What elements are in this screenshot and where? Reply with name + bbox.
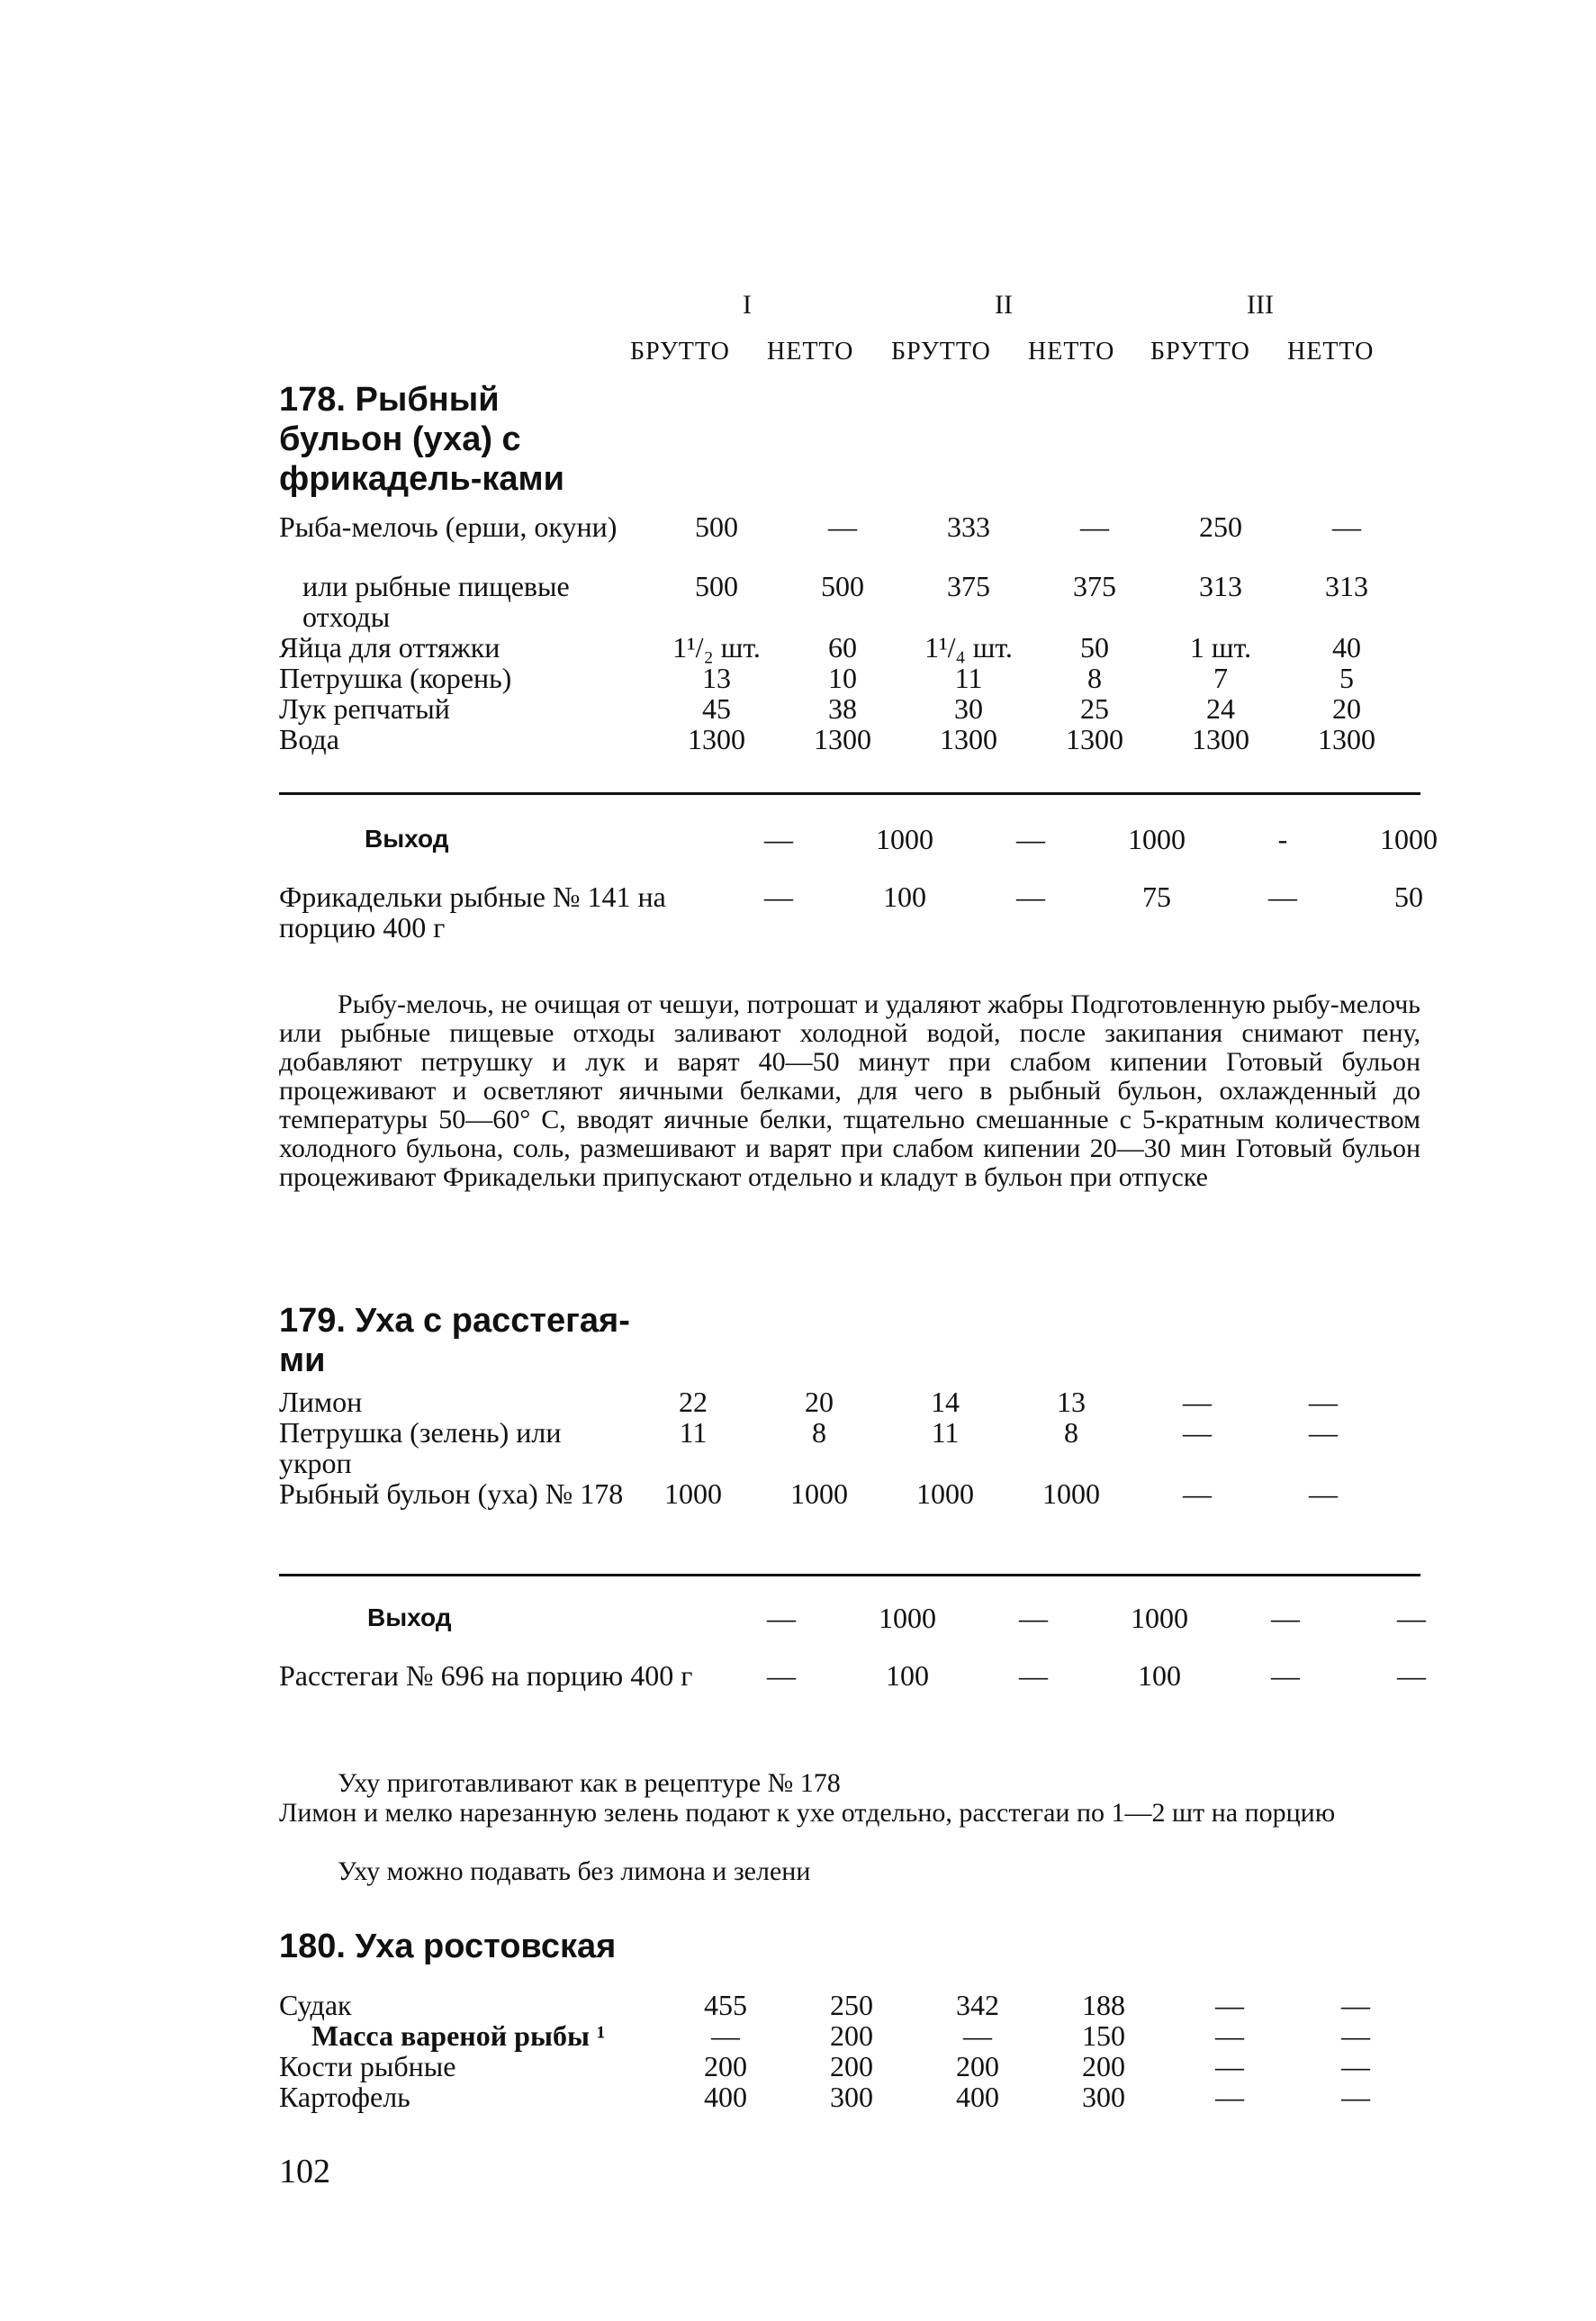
cell: 375 xyxy=(947,570,990,602)
cell: — xyxy=(1341,1989,1370,2021)
cell: — xyxy=(963,2019,992,2052)
table-row xyxy=(279,571,1410,632)
ingredient-name: Фрикадельки рыбные № 141 на порцию 400 г xyxy=(279,881,666,944)
ingredient-name: Петрушка (корень) xyxy=(279,662,512,694)
cell: — xyxy=(1309,1477,1338,1510)
cell: 8 xyxy=(1087,662,1102,694)
recipe-178-title: 178. Рыбный бульон (уха) с фрикадель-ками xyxy=(279,381,565,498)
cell: 200 xyxy=(704,2050,747,2082)
cell: — xyxy=(1019,1659,1048,1692)
recipe-178-ingredients xyxy=(279,511,1410,754)
cell: 188 xyxy=(1082,1989,1125,2021)
cell: 7 xyxy=(1213,662,1228,694)
cell: — xyxy=(1271,1659,1300,1692)
cell: 1300 xyxy=(940,723,997,755)
cell: — xyxy=(1271,1602,1300,1634)
cell: — xyxy=(1080,510,1109,543)
cell: — xyxy=(1016,881,1045,913)
cell: 375 xyxy=(1073,570,1116,602)
col-brutto-2: БРУТТО xyxy=(891,338,991,366)
cell: — xyxy=(1183,1386,1212,1418)
table-row xyxy=(279,1478,1386,1538)
table-row xyxy=(279,2082,1419,2112)
recipe-179-title: 179. Уха с расстегая-ми xyxy=(279,1302,630,1379)
ingredient-name: Картофель xyxy=(279,2081,410,2113)
cell: — xyxy=(764,823,793,855)
cell: 250 xyxy=(1199,510,1242,543)
table-row xyxy=(279,663,1410,693)
ingredient-name: Лук репчатый xyxy=(279,692,450,725)
cell: — xyxy=(1215,2081,1244,2113)
ingredient-name: Рыба-мелочь (ерши, окуни) xyxy=(279,510,618,543)
table-row xyxy=(279,881,1472,944)
cell: 25 xyxy=(1080,692,1109,725)
cell: 5 xyxy=(1339,662,1354,694)
ingredient-name: Вода xyxy=(279,723,339,755)
col-netto-3: НЕТТО xyxy=(1287,338,1375,366)
cell: — xyxy=(1341,2050,1370,2082)
cell: 1000 xyxy=(790,1477,848,1510)
recipe-180-ingredients xyxy=(279,1990,1419,2112)
cell: 313 xyxy=(1325,570,1368,602)
cell: — xyxy=(1332,510,1361,543)
ingredient-name: Судак xyxy=(279,1989,352,2021)
cell: 400 xyxy=(956,2081,999,2113)
col-group-2: II xyxy=(995,290,1013,320)
cell: 200 xyxy=(956,2050,999,2082)
cell: 20 xyxy=(1332,692,1361,725)
cell: 20 xyxy=(805,1386,834,1418)
cell: 1000 xyxy=(879,1602,936,1634)
cell: — xyxy=(1016,823,1045,855)
cell: 250 xyxy=(830,1989,873,2021)
cell: — xyxy=(1215,2050,1244,2082)
cell: 200 xyxy=(830,2050,873,2082)
col-netto-1: НЕТТО xyxy=(767,338,854,366)
cell: 313 xyxy=(1199,570,1242,602)
ingredient-name: Расстегаи № 696 на порцию 400 г xyxy=(279,1659,693,1692)
cell: — xyxy=(1341,2081,1370,2113)
cell: — xyxy=(1309,1386,1338,1418)
cell: — xyxy=(764,881,793,913)
cell: — xyxy=(1019,1602,1048,1634)
cell: 38 xyxy=(828,692,857,725)
cell: 40 xyxy=(1332,631,1361,664)
cell: 1000 xyxy=(1042,1477,1100,1510)
table-row xyxy=(279,1990,1419,2020)
cell: 1¹/₄ шт. xyxy=(924,631,1013,664)
cell: — xyxy=(1397,1659,1426,1692)
cell: 1000 xyxy=(876,823,933,855)
ingredient-name: Лимон xyxy=(279,1386,363,1418)
cell: 1300 xyxy=(814,723,871,755)
cell: — xyxy=(767,1659,796,1692)
cell: 150 xyxy=(1082,2019,1125,2052)
cell: 1¹/₂ шт. xyxy=(672,631,761,664)
cell: 14 xyxy=(931,1386,960,1418)
cell: — xyxy=(1183,1416,1212,1449)
cell: 50 xyxy=(1080,631,1109,664)
cell: 8 xyxy=(1064,1416,1078,1449)
recipe-179-note-3: Уху можно подавать без лимона и зелени xyxy=(338,1856,811,1886)
cell: 400 xyxy=(704,2081,747,2113)
col-group-1: I xyxy=(743,290,752,320)
cell: 500 xyxy=(695,570,738,602)
cell: 1000 xyxy=(1131,1602,1188,1634)
cell: 10 xyxy=(828,662,857,694)
cell: 342 xyxy=(956,1989,999,2021)
cell: — xyxy=(1215,2019,1244,2052)
output-row xyxy=(279,824,1472,881)
table-row xyxy=(279,1386,1386,1417)
cell: 1300 xyxy=(1192,723,1249,755)
cell: 100 xyxy=(883,881,926,913)
ingredient-name: Яйца для оттяжки xyxy=(279,631,500,664)
col-group-3: III xyxy=(1247,290,1274,320)
cell: 1 шт. xyxy=(1189,631,1252,664)
table-row xyxy=(279,2051,1419,2082)
table-row xyxy=(279,693,1410,724)
recipe-179-note-2: Лимон и мелко нарезанную зелень подают к ухе отдельно, расстегаи по 1—2 шт на порцию xyxy=(279,1798,1336,1828)
cell: 1300 xyxy=(1318,723,1375,755)
cell: — xyxy=(1268,881,1297,913)
cell: 200 xyxy=(830,2019,873,2052)
cell: — xyxy=(1397,1602,1426,1634)
cell: 45 xyxy=(702,692,731,725)
cell: 1300 xyxy=(1066,723,1123,755)
cell: 1000 xyxy=(1128,823,1186,855)
ingredient-name: Масса вареной рыбы ¹ xyxy=(311,2019,606,2052)
cell: 30 xyxy=(954,692,983,725)
divider xyxy=(279,792,1420,795)
cell: 11 xyxy=(931,1416,960,1449)
table-row xyxy=(279,1417,1386,1478)
cell: 1000 xyxy=(664,1477,722,1510)
cell: 75 xyxy=(1142,881,1171,913)
cell: 500 xyxy=(821,570,864,602)
output-label: Выход xyxy=(365,825,449,853)
cell: — xyxy=(1215,1989,1244,2021)
ingredient-name: Петрушка (зелень) или укроп xyxy=(279,1416,562,1479)
col-brutto-3: БРУТТО xyxy=(1150,338,1250,366)
cell: 11 xyxy=(679,1416,708,1449)
table-row xyxy=(279,1660,1474,1723)
cell: 500 xyxy=(695,510,738,543)
cell: 100 xyxy=(886,1659,929,1692)
col-brutto-1: БРУТТО xyxy=(630,338,730,366)
table-row xyxy=(279,724,1410,754)
cell: 300 xyxy=(1082,2081,1125,2113)
page-number: 102 xyxy=(279,2153,330,2190)
col-netto-2: НЕТТО xyxy=(1028,338,1115,366)
cell: — xyxy=(1309,1416,1338,1449)
cell: — xyxy=(828,510,857,543)
cell: — xyxy=(1183,1477,1212,1510)
cell: 60 xyxy=(828,631,857,664)
recipe-178-instructions: Рыбу-мелочь, не очищая от чешуи, потрошат и удаляют жабры Подготовленную рыбу-мелочь или рыбные пищевые отходы заливают холодной водой, после закипания снимают пену, добавляют петрушку и лук и варят 40—50 минут при слабом кипении Готовый бульон процеживают и осветляют яичными белками, для чего в рыбный бульон, охлажденный до температуры 50—60° С, вводят яичные белки, тщательно смешанные с 5-кратным количеством холодного бульона, соль, размешивают и варят при слабом кипении 20—30 мин Готовый бульон процеживают Фрикадельки припускают отдельно и кладут в бульон при отпуске xyxy=(279,989,1420,1192)
output-row xyxy=(279,1603,1474,1660)
table-row xyxy=(279,2020,1419,2051)
recipe-179-output xyxy=(279,1603,1474,1723)
cell: 50 xyxy=(1394,881,1423,913)
table-row xyxy=(279,511,1410,571)
cell: 22 xyxy=(679,1386,708,1418)
cell: 200 xyxy=(1082,2050,1125,2082)
cell: 8 xyxy=(812,1416,826,1449)
cell: - xyxy=(1277,823,1288,855)
cell: 100 xyxy=(1138,1659,1181,1692)
cell: 1000 xyxy=(1380,823,1438,855)
table-row xyxy=(279,632,1410,663)
ingredient-name: Кости рыбные xyxy=(279,2050,456,2082)
cell: 11 xyxy=(954,662,983,694)
cell: — xyxy=(1341,2019,1370,2052)
cell: 455 xyxy=(704,1989,747,2021)
ingredient-name: Рыбный бульон (уха) № 178 xyxy=(279,1477,624,1510)
cell: — xyxy=(711,2019,740,2052)
recipe-179-ingredients xyxy=(279,1386,1386,1538)
output-label: Выход xyxy=(367,1603,452,1631)
cell: — xyxy=(767,1602,796,1634)
cell: 24 xyxy=(1206,692,1235,725)
recipe-178-output xyxy=(279,824,1472,944)
divider xyxy=(279,1574,1420,1576)
cell: 1000 xyxy=(916,1477,974,1510)
cell: 13 xyxy=(1057,1386,1086,1418)
recipe-179-note-1: Уху приготавливают как в рецептуре № 178 xyxy=(338,1768,841,1798)
cell: 1300 xyxy=(688,723,745,755)
cell: 13 xyxy=(702,662,731,694)
ingredient-name: или рыбные пищевые отходы xyxy=(302,570,570,633)
cell: 333 xyxy=(947,510,990,543)
recipe-180-title: 180. Уха ростовская xyxy=(279,1928,617,1965)
cell: 300 xyxy=(830,2081,873,2113)
